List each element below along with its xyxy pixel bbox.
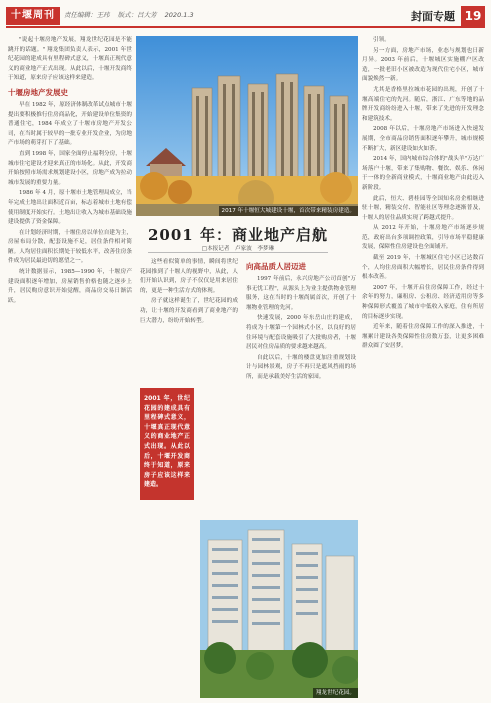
photo-caption-top: 2017 年十堰恒大城建设十堰，首次带来精装房建造。 <box>219 206 358 216</box>
masthead <box>6 6 485 28</box>
body-paragraph: 直到 1998 年，国家全面停止福利分房，十堰城市住宅建设才迎来真正的市场化。从此，开发商开始按照市场需求规划建设小区，房地产成为拉动城市发展的重要力量。 <box>8 150 132 186</box>
body-paragraph: 这些看似简单的事情，瞬间将世纪花园推到了十堰人的视野中，从此，人们开始认识到，房子不仅仅是用来居住的，更是一种生活方式的体现。 <box>140 259 238 294</box>
skyline-photo-graphic <box>136 36 358 216</box>
column-right <box>362 36 484 700</box>
body-paragraph: 自此以后，十堰的楼盘更加注重规划设计与园林景观，房子不再只是遮风挡雨的场所，而是承载美好生活的家园。 <box>246 354 356 380</box>
pull-quote-box: 2001 年，世纪花园的建成具有里程碑式意义，十堰真正现代意义的商业地产正式出现。从此以后，十堰开发商终于知道，原来房子应该这样来建造。 <box>140 388 194 500</box>
section-heading-quality: 向高品质人居迈进 <box>246 262 306 271</box>
designer-credit: 版式：吕大芳 <box>117 11 157 19</box>
body-paragraph: 尤其是香格里拉城市花园的出现，开创了十堰高端住宅的先河。随后，浙江、广东等地的品牌开发商纷纷进入十堰，带来了先进的开发理念和建筑技术。 <box>362 86 484 122</box>
cover-photo-skyline <box>136 36 358 216</box>
body-paragraph: 1986 年 4 月，原十堰市土地管理局成立，当年完成土地出让面积近百亩，标志着城市土地有偿使用制度开始实行。土地出让收入为城市基础设施建设提供了资金保障。 <box>8 190 132 226</box>
column-middle-right <box>246 258 356 520</box>
body-paragraph: 2014 年，国内城市综合体的"战头羊"万达广场落户十堰，带来了集购物、餐饮、娱乐、休闲于一体的全新商业模式，十堰商业地产由此迈入新阶段。 <box>362 156 484 191</box>
article-byline: □本报记者 卢家波 李梦琳 <box>201 246 275 252</box>
section-heading-history: 十堰房地产发展史 <box>8 87 68 97</box>
section-title: 封面专题 <box>411 10 455 23</box>
editor-credit: 责任编辑：王玮 <box>64 11 110 19</box>
page-number: 19 <box>461 6 485 26</box>
body-paragraph: 2007 年，十堰开启住房保障工作，经过十余年的努力，廉租房、公租房、经济适用房等多种保障形式覆盖了城市中低收入家庭，住有所居的目标逐步实现。 <box>362 284 484 320</box>
article-headline: 2001 年：商业地产启航 <box>148 226 328 244</box>
issue-date: 2020.1.3 <box>164 11 194 19</box>
complex-photo-graphic <box>200 520 358 698</box>
column-middle-left <box>140 258 238 386</box>
body-paragraph: 近年来，随着住房保障工作的深入推进，十堰累计建设各类保障性住房数万套，让更多困难群众圆了安居梦。 <box>362 324 484 350</box>
edition-meta <box>64 10 200 19</box>
body-paragraph: 房子就这样诞生了，世纪花园的成功，让十堰的开发商看到了商业地产的巨大潜力，纷纷开始转型。 <box>140 298 238 324</box>
body-paragraph: 引领。 <box>373 37 390 43</box>
body-paragraph: 2008 年以后，十堰房地产市场进入快速发展期，全市商品房销售面积逐年攀升，城市规模不断扩大，新区建设如火如荼。 <box>362 126 484 152</box>
body-paragraph: 从 2012 年开始，十堰房地产市场逐步规范，政府出台多项调控政策，引导市场平稳健康发展，保障性住房建设也全面铺开。 <box>362 225 484 251</box>
column-left <box>8 36 132 700</box>
body-paragraph: 此后，恒大、碧桂园等全国知名房企相继进驻十堰，精装交付、智能社区等理念逐渐普及，十堰人的居住品质实现了跨越式提升。 <box>362 195 484 221</box>
residential-complex-photo <box>200 520 358 698</box>
body-paragraph: 统计数据显示，1985—1990 年，十堰房产建设面积逐年增加，房屋销售价格也随之逐步上升，居民购房意识开始觉醒，商品房交易日渐活跃。 <box>8 269 132 304</box>
body-paragraph: 快速发展，2000 年东岳山庄的建成，将成为十堰第一个园林式小区，以良好的居住环境与配套设施吸引了大批购房者，十堰居民对住房品质的要求越来越高。 <box>246 315 356 351</box>
intro-paragraph: "说起十堰房地产发展，翔龙世纪花园是不能跳开的话题。" 翔龙集团负责人表示，2001 年世纪花园的建成具有里程碑式意义，十堰真正现代意义的商业地产正式出现。从此以后，十堰开发商终于知道，原来房子应该这样来建造。 <box>8 37 132 82</box>
newspaper-logo: 十堰周刊 <box>6 7 60 25</box>
body-paragraph: 另一方面，房地产市场，业态与规划也日新月异。2003 年前后，十堰城区实施棚户区改造，一批老旧小区被改造为现代住宅小区，城市面貌焕然一新。 <box>362 47 484 83</box>
body-paragraph: 1997 年前后，永兴房地产公司首创"万事无忧工程"，从源头上为业主提供物业管理服务，这在当时的十堰尚属首次，开创了十堰物业管理的先河。 <box>246 276 356 311</box>
body-paragraph: 截至 2019 年，十堰城区住宅小区已达数百个，人均住房面积大幅增长，居民住房条件得到根本改善。 <box>362 255 484 281</box>
photo-caption-bottom: 翔龙世纪花园。 <box>313 688 358 698</box>
body-paragraph: 早在 1982 年，原经济体制改革试点城市十堰提出要积极推行住房商品化，开始建设单位集资的普通住宅，1984 年成立了十堰市房地产开发公司，在当时属于较早的一批专业开发企业，为房地产市场的萌芽打下了基础。 <box>8 101 132 147</box>
body-paragraph: 在计划经济时期，十堰住房以单位自建为主，房屋布局分散，配套设施不足，居住条件相对简陋。人均居住面积长期处于较低水平，改善住房条件成为居民最迫切的愿望之一。 <box>8 229 132 265</box>
byline-divider <box>148 252 328 253</box>
